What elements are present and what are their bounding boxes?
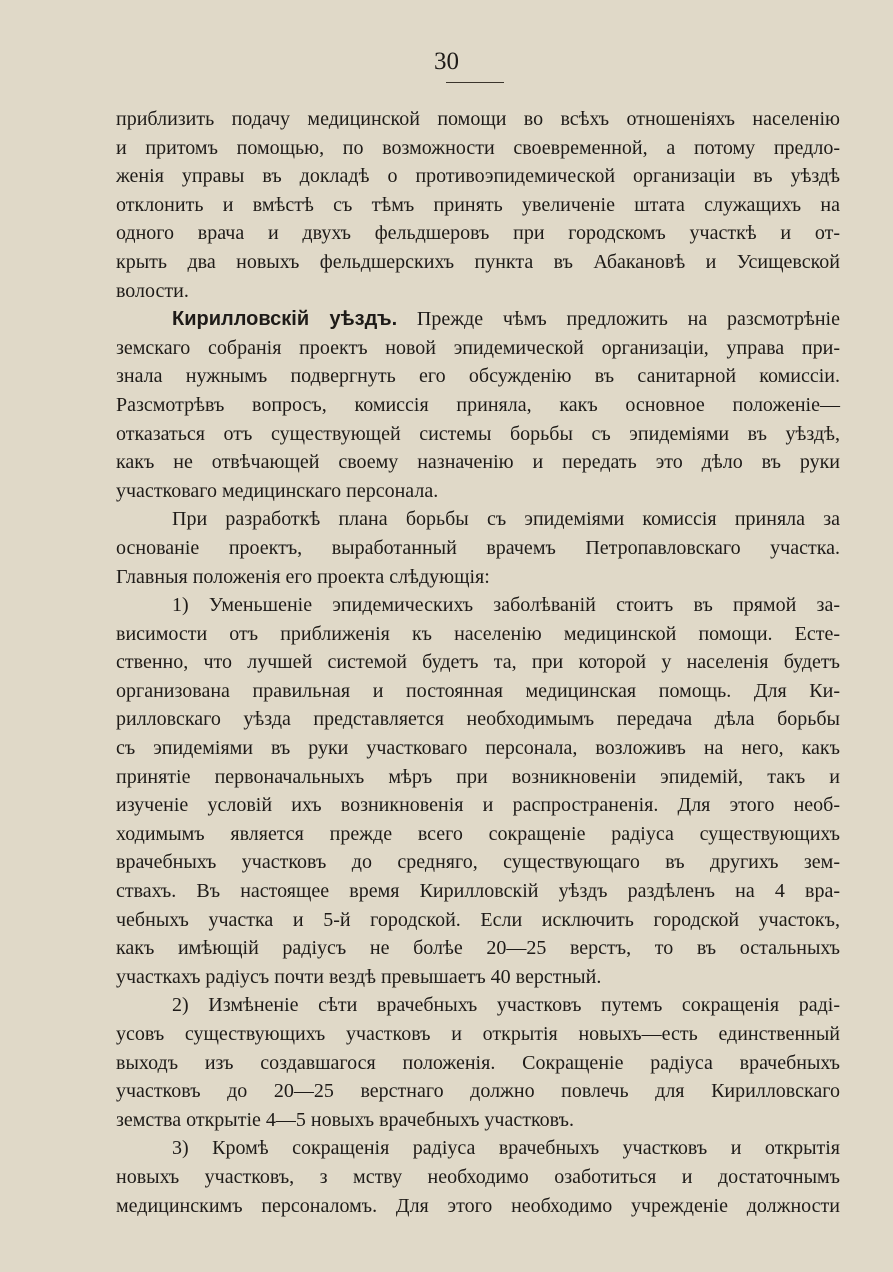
text-line: одного врача и двухъ фельдшеровъ при городскомъ участкѣ и от- <box>116 222 840 245</box>
text-line: новыхъ участковъ, з мству необходимо озаботиться и достаточнымъ <box>116 1165 840 1188</box>
text-run: Прежде чѣмъ предложить на разсмотрѣніе <box>397 308 840 331</box>
section-heading: Кирилловскій уѣздъ. <box>172 308 398 331</box>
page-number-rule <box>446 82 504 83</box>
text-line: отклонить и вмѣстѣ съ тѣмъ принять увеличеніе штата служащихъ на <box>116 193 840 216</box>
text-line: рилловскаго уѣзда представляется необходимымъ передача дѣла борьбы <box>116 708 840 731</box>
text-line: ходимымъ является прежде всего сокращеніе радіуса существующихъ <box>116 822 840 845</box>
text-line: отказаться отъ существующей системы борьбы съ эпидеміями въ уѣздѣ, <box>116 422 840 445</box>
text-line: врачебныхъ участковъ до средняго, существующаго въ другихъ зем- <box>116 851 840 874</box>
text-line: волости. <box>116 279 189 302</box>
text-line: 2) Измѣненіе сѣти врачебныхъ участковъ путемъ сокращенія раді- <box>172 994 840 1017</box>
text-line: и притомъ помощью, по возможности своевременной, а потому предло- <box>116 136 840 159</box>
text-line: выходъ изъ создавшагося положенія. Сокращеніе радіуса врачебныхъ <box>116 1051 840 1074</box>
text-line: висимости отъ приближенія къ населенію медицинской помощи. Есте- <box>116 622 840 645</box>
text-line: Разсмотрѣвъ вопросъ, комиссія приняла, какъ основное положеніе— <box>116 393 840 416</box>
text-line-with-heading <box>116 305 840 334</box>
text-line: какъ имѣющій радіусъ не болѣе 20—25 верстъ, то въ остальныхъ <box>116 937 840 960</box>
text-line: организована правильная и постоянная медицинская помощь. Для Ки- <box>116 679 840 702</box>
text-line: какъ не отвѣчающей своему назначенію и передать это дѣло въ руки <box>116 451 840 474</box>
text-line: 1) Уменьшеніе эпидемическихъ заболѣваній стоитъ въ прямой за- <box>172 594 840 617</box>
text-line: участковаго медицинскаго персонала. <box>116 479 439 502</box>
text-line: крыть два новыхъ фельдшерскихъ пункта въ Абакановѣ и Усищевской <box>116 250 840 273</box>
text-line: ствахъ. Въ настоящее время Кирилловскій уѣздъ раздѣленъ на 4 вра- <box>116 880 840 903</box>
text-line: участкахъ радіусъ почти вездѣ превышаетъ 40 верстный. <box>116 965 602 988</box>
text-line: ственно, что лучшей системой будетъ та, при которой у населенія будетъ <box>116 651 840 674</box>
text-line: съ эпидеміями въ руки участковаго персонала, возложивъ на него, какъ <box>116 737 840 760</box>
text-line: усовъ существующихъ участковъ и открытія новыхъ—есть единственный <box>116 1023 840 1045</box>
text-line: изученіе условій ихъ возникновенія и распространенія. Для этого необ- <box>116 794 840 817</box>
text-line: земскаго собранія проектъ новой эпидемической организаціи, управа при- <box>116 336 840 359</box>
text-line: приблизить подачу медицинской помощи во всѣхъ отношеніяхъ населенію <box>116 108 840 130</box>
text-line: При разработкѣ плана борьбы съ эпидеміями комиссія приняла за <box>172 508 840 531</box>
text-line: знала нужнымъ подвергнуть его обсужденію въ санитарной комиссіи. <box>116 365 840 388</box>
text-line: 3) Кромѣ сокращенія радіуса врачебныхъ участковъ и открытія <box>172 1137 840 1160</box>
text-line: женія управы въ докладѣ о противоэпидемической организаціи въ уѣздѣ <box>116 165 840 188</box>
text-line: Главныя положенія его проекта слѣдующія: <box>116 565 490 588</box>
page-number: 30 <box>434 48 459 75</box>
text-line: основаніе проектъ, выработанный врачемъ Петропавловскаго участка. <box>116 536 840 559</box>
body-text <box>116 105 840 1220</box>
text-line: принятіе первоначальныхъ мѣръ при возникновеніи эпидемій, такъ и <box>116 765 840 788</box>
text-line: земства открытіе 4—5 новыхъ врачебныхъ участковъ. <box>116 1108 574 1131</box>
text-line: медицинскимъ персоналомъ. Для этого необходимо учрежденіе должности <box>116 1194 840 1217</box>
text-line: участковъ до 20—25 верстнаго должно повлечь для Кирилловскаго <box>116 1080 840 1103</box>
text-line: чебныхъ участка и 5-й городской. Если исключить городской участокъ, <box>116 908 840 931</box>
